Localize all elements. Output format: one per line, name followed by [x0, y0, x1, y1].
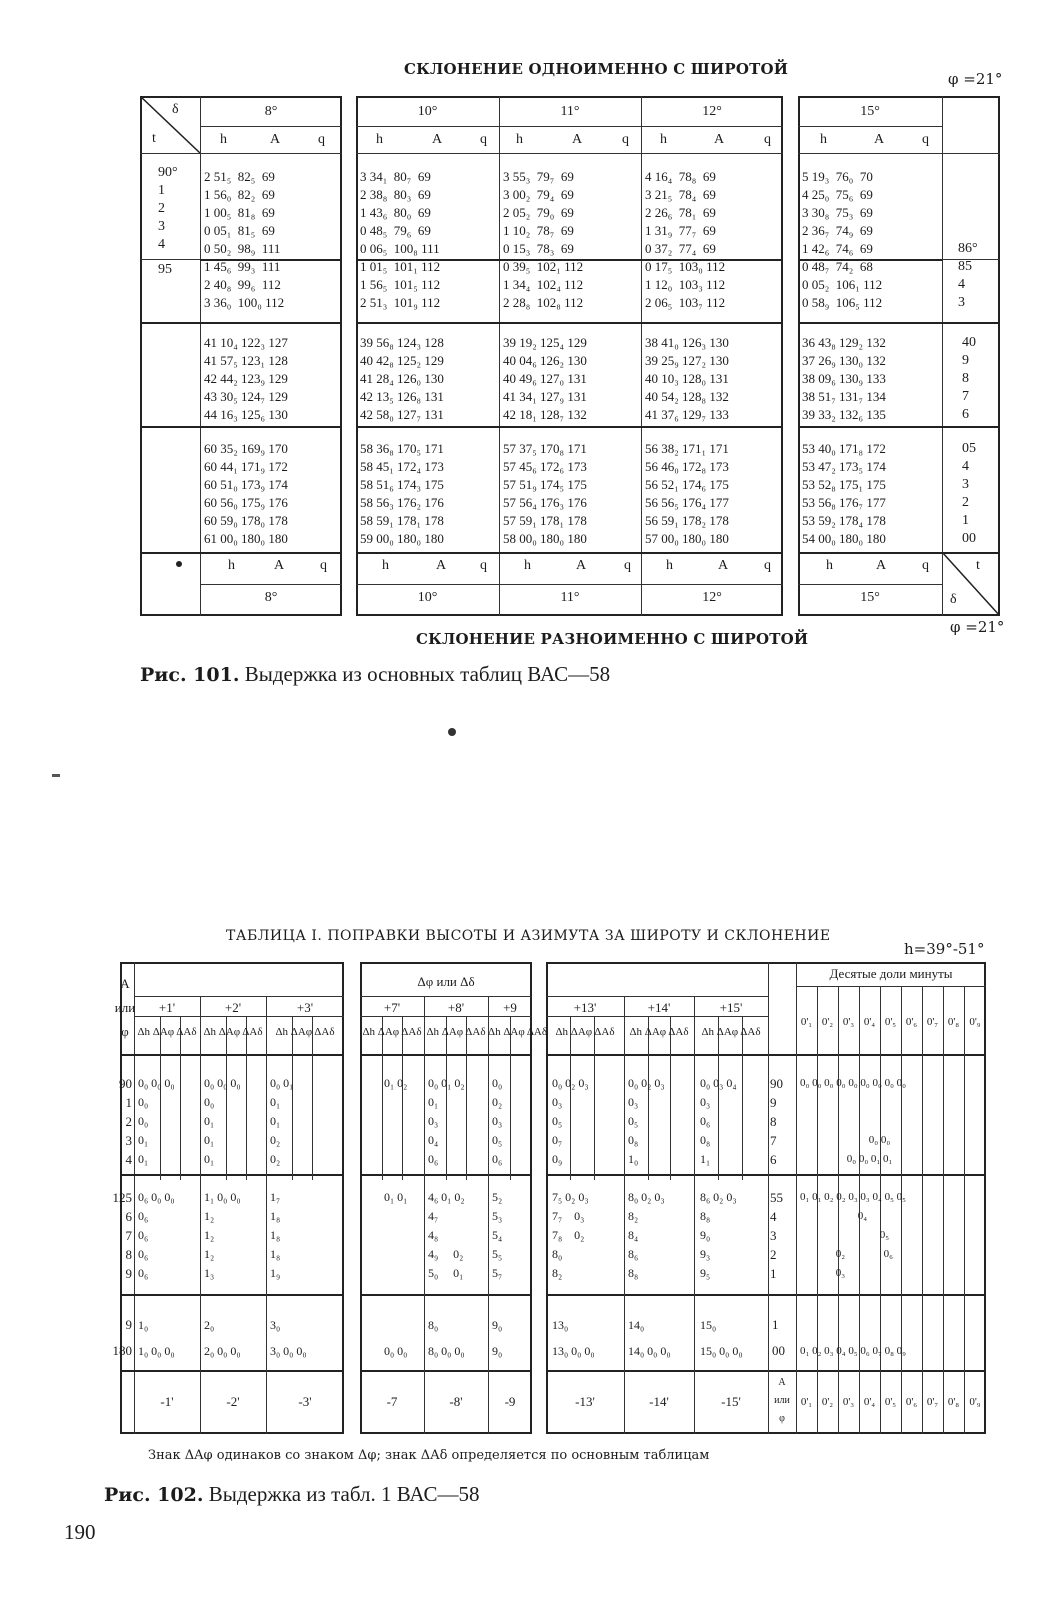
g3-c7: 0₀ 0₀ — [384, 1344, 408, 1358]
g3-c1: 1₀ 1₀ 0₀ 0₀ — [138, 1318, 175, 1358]
a-or-phi-head: А или φ — [114, 976, 136, 1039]
corner-delta: δ — [172, 102, 179, 117]
decl-8-bottom: 8° — [264, 590, 278, 605]
sub-h-bottom: h — [524, 558, 531, 573]
tenth-2-bottom: 0'₂ — [821, 1396, 834, 1408]
tenth-9: 0'₉ — [969, 1016, 981, 1028]
t-right-g2: 40 9 8 7 6 — [962, 335, 976, 422]
g1-c9: 0₀ 0₂ 0₃ 0₅ 0₆ — [492, 1076, 503, 1166]
g3-c3: 3₀ 3₀ 0₀ 0₀ — [270, 1318, 307, 1358]
delta-head: Δφ или Δδ — [417, 974, 475, 989]
fig102-caption-label: Рис. 102. — [104, 1484, 204, 1506]
tenth-1: 0'₁ — [800, 1016, 813, 1028]
corr-minus-1: -1' — [160, 1394, 174, 1409]
tenths-g1: 0₀ 0₀ 0₀ 0₀ 0₀ 0₀ 0₀ 0₀ 0₀ 0₀ 0₀ 0₀ 0₀ 0₁ 0₁ — [800, 1077, 907, 1165]
sub-q: q — [922, 132, 929, 147]
page-number: 190 — [64, 1520, 96, 1544]
g2-c8: 4₆ 0₁ 0₂ 4₇ 4₈ 4₉ 0₂ 5₀ 0₁ — [428, 1190, 465, 1280]
sub-h: h — [660, 132, 667, 147]
sub-h: h — [376, 132, 383, 147]
col-10-g1: 3 34₁ 80₇ 69 2 38₈ 80₃ 69 1 43₆ 80₀ 69 0 48₅ 79₆ 69 0 06₅ 100₈ 111 1 01₅ 101₁ 112 1 56₅ 101₅ 112 2 51₃ 101₉ 112 — [360, 169, 441, 310]
g1-c7: 0₁ 0₂ — [384, 1076, 408, 1090]
tenths-g3: 0₁ 0₂ 0₃ 0₄ 0₅ 0₆ 0₇ 0₈ 0₉ — [800, 1345, 907, 1357]
g1-c1: 0₀ 0₀ 0₀ 0₀ 0₀ 0₁ 0₁ — [138, 1076, 175, 1166]
fig102-footnote: Знак ΔAφ одинаков со знаком Δφ; знак ΔAδ определяется по основным таблицам — [148, 1448, 710, 1463]
fig101-phi-top: φ =21° — [948, 70, 1003, 88]
sub-a-bottom: A — [436, 558, 447, 573]
t-right-g3: 05 4 3 2 1 00 — [962, 441, 976, 546]
corr-minus-2: -2' — [226, 1394, 240, 1409]
col-8-g2: 41 10₄ 122₃ 127 41 57₅ 123₁ 128 42 44₂ 123₉ 129 43 30₅ 124₇ 129 44 16₃ 125₆ 130 — [204, 335, 288, 422]
col-11-g3: 57 37₅ 170₈ 171 57 45₆ 172₆ 173 57 51₉ 174₅ 175 57 56₄ 176₃ 176 57 59₁ 178₁ 178 58 00₀ 180₀ 180 — [503, 441, 587, 546]
sub-q-bottom: q — [320, 558, 327, 573]
col-10-g3: 58 36₈ 170₅ 171 58 45₁ 172₄ 173 58 51₆ 174₃ 175 58 56₃ 176₂ 176 58 59₁ 178₁ 178 59 00₀ 180₀ 180 — [360, 441, 444, 546]
sub-cols: Δh ΔAφ ΔAδ — [629, 1026, 689, 1038]
sub-cols: Δh ΔAφ ΔAδ — [362, 1026, 422, 1038]
g3-c9: 9₀ 9₀ — [492, 1318, 503, 1358]
right-g1: 90 9 8 7 6 — [770, 1076, 783, 1167]
corr-plus-15: +15' — [719, 1000, 743, 1015]
col-8-g3: 60 35₂ 169₉ 170 60 44₁ 171₉ 172 60 51₀ 173₉ 174 60 56₀ 175₉ 176 60 59₀ 178₀ 178 61 00₀ 180₀ 180 — [204, 441, 288, 546]
corner-delta-bottom: δ — [950, 592, 957, 607]
sub-q: q — [764, 132, 771, 147]
scan-speck — [448, 728, 456, 736]
sub-h-bottom: h — [666, 558, 673, 573]
fig101-table — [140, 96, 1000, 616]
sub-q-bottom: q — [764, 558, 771, 573]
corr-minus-9: -9 — [504, 1394, 516, 1409]
sub-cols: Δh ΔAφ ΔAδ — [701, 1026, 761, 1038]
sub-q: q — [318, 132, 325, 147]
g3-c13: 13₀ 13₀ 0₀ 0₀ — [552, 1318, 595, 1358]
corr-minus-3: -3' — [298, 1394, 312, 1409]
g2-c9: 5₂ 5₃ 5₄ 5₅ 5₇ — [492, 1190, 503, 1280]
col-15-g1: 5 19₃ 76₀ 70 4 25₀ 75₆ 69 3 30₈ 75₃ 69 2 36₇ 74₉ 69 1 42₆ 74₆ 69 0 48₇ 74₂ 68 0 05₂ 106₁ 112 0 58₉ 106₅ 112 — [802, 169, 883, 310]
g3-c8: 8₀ 8₀ 0₀ 0₀ — [428, 1318, 465, 1358]
scan-speck — [52, 774, 60, 777]
sub-h: h — [516, 132, 523, 147]
a-or-phi-bottom: А или φ — [774, 1377, 790, 1424]
corr-plus-2: +2' — [224, 1000, 242, 1015]
tenth-4-bottom: 0'₄ — [863, 1396, 876, 1408]
tenth-6-bottom: 0'₆ — [905, 1396, 918, 1408]
g2-c2: 1₁ 0₀ 0₀ 1₂ 1₂ 1₂ 1₃ — [204, 1190, 241, 1280]
sub-cols: Δh ΔAφ ΔAδ — [555, 1026, 615, 1038]
tenth-5-bottom: 0'₅ — [884, 1396, 897, 1408]
corr-plus-13: +13' — [573, 1000, 597, 1015]
decl-11: 11° — [560, 104, 580, 119]
col-10-g2: 39 56₈ 124₃ 128 40 42₈ 125₂ 129 41 28₄ 126₀ 130 42 13₅ 126₈ 131 42 58₀ 127₇ 131 — [360, 335, 444, 422]
g3-c14: 14₀ 14₀ 0₀ 0₀ — [628, 1318, 671, 1358]
decl-11-bottom: 11° — [560, 590, 580, 605]
sub-cols: Δh ΔAφ ΔAδ — [137, 1026, 197, 1038]
decl-15-bottom: 15° — [860, 590, 880, 605]
col-8-g1: 2 51₅ 82₅ 69 1 56₀ 82₂ 69 1 00₅ 81₈ 69 0 05₁ 81₅ 69 0 50₂ 98₉ 111 1 45₆ 99₃ 111 2 40₈ 99₆ 112 3 36₀ 100₀ 112 — [204, 169, 285, 310]
col-12-g1: 4 16₄ 78₈ 69 3 21₅ 78₄ 69 2 26₆ 78₁ 69 1 31₉ 77₇ 69 0 37₂ 77₄ 69 0 17₅ 103₀ 112 1 12₀ 103₃ 112 2 06₅ 103₇ 112 — [645, 169, 726, 310]
sub-a: A — [432, 132, 443, 147]
g2-c14: 8₀ 0₂ 0₃ 8₂ 8₄ 8₆ 8₈ — [628, 1190, 665, 1280]
left-g3: 9 180 — [112, 1317, 132, 1358]
sub-cols: Δh ΔAφ ΔAδ — [275, 1026, 335, 1038]
g1-c3: 0₀ 0₁ 0₁ 0₁ 0₂ 0₂ — [270, 1076, 294, 1166]
sub-cols: Δh ΔAφ ΔAδ — [203, 1026, 263, 1038]
sub-q-bottom: q — [922, 558, 929, 573]
g1-c8: 0₀ 0₁ 0₂ 0₁ 0₃ 0₄ 0₆ — [428, 1076, 465, 1166]
tenth-8-bottom: 0'₈ — [947, 1396, 960, 1408]
right-g3: 1 00 — [772, 1317, 785, 1358]
fig102-table — [112, 962, 986, 1434]
fig101-title-bottom: СКЛОНЕНИЕ РАЗНОИМЕННО С ШИРОТОЙ — [416, 630, 809, 648]
g1-c2: 0₀ 0₀ 0₀ 0₀ 0₁ 0₁ 0₁ — [204, 1076, 241, 1166]
corr-minus-7: -7 — [386, 1394, 398, 1409]
corner-diagonal — [140, 96, 200, 153]
sub-h-bottom: h — [228, 558, 235, 573]
sub-a: A — [572, 132, 583, 147]
fig102-hrange: h=39°-51° — [904, 940, 985, 958]
g2-c1: 0₆ 0₀ 0₀ 0₆ 0₆ 0₆ 0₆ — [138, 1190, 175, 1280]
g1-c15: 0₀ 0₃ 0₄ 0₃ 0₆ 0₈ 1₁ — [700, 1076, 737, 1166]
t-values-g1: 90° 1 2 3 4 — [158, 165, 178, 252]
decl-10: 10° — [417, 104, 438, 119]
sub-cols: Δh ΔAφ ΔAδ — [488, 1026, 548, 1038]
corr-plus-3: +3' — [296, 1000, 314, 1015]
sub-h: h — [220, 132, 227, 147]
g2-c15: 8₆ 0₂ 0₃ 8₈ 9₀ 9₃ 9₅ — [700, 1190, 737, 1280]
col-15-g3: 53 40₀ 171₈ 172 53 47₂ 173₅ 174 53 52₈ 175₁ 175 53 56₈ 176₇ 177 53 59₂ 178₄ 178 54 00₀ 180₀ 180 — [802, 441, 886, 546]
fig101-phi-bottom: φ =21° — [950, 618, 1005, 636]
left-g1: 90 1 2 3 4 — [119, 1076, 132, 1167]
fig102-caption-text: Выдержка из табл. 1 ВАС—58 — [208, 1482, 480, 1506]
corr-minus-8: -8' — [449, 1394, 463, 1409]
g3-c15: 15₀ 15₀ 0₀ 0₀ — [700, 1318, 743, 1358]
corr-plus-8: +8' — [447, 1000, 465, 1015]
g3-c2: 2₀ 2₀ 0₀ 0₀ — [204, 1318, 241, 1358]
decl-15: 15° — [860, 104, 880, 119]
sub-q-bottom: q — [624, 558, 631, 573]
col-15-g2: 36 43₈ 129₂ 132 37 26₉ 130₀ 132 38 09₆ 130₉ 133 38 51₇ 131₇ 134 39 33₂ 132₆ 135 — [802, 335, 886, 422]
tenth-7-bottom: 0'₇ — [926, 1396, 939, 1408]
tenth-2: 0'₂ — [821, 1016, 834, 1028]
fig102-caption — [104, 1482, 480, 1507]
sub-a-bottom: A — [274, 558, 285, 573]
decl-12-bottom: 12° — [702, 590, 722, 605]
tenth-9-bottom: 0'₉ — [969, 1396, 981, 1408]
tenth-6: 0'₆ — [905, 1016, 918, 1028]
tenth-1-bottom: 0'₁ — [800, 1396, 813, 1408]
corr-plus-1: +1' — [158, 1000, 176, 1015]
tenths-head: Десятые доли минуты — [829, 966, 953, 981]
fig101-title-top: СКЛОНЕНИЕ ОДНОИМЕННО С ШИРОТОЙ — [404, 60, 789, 78]
decl-10-bottom: 10° — [417, 590, 438, 605]
bullet-mark — [176, 561, 182, 567]
g2-c3: 1₇ 1₈ 1₈ 1₈ 1₉ — [270, 1190, 281, 1280]
corner-t: t — [152, 131, 156, 146]
sub-a-bottom: A — [576, 558, 587, 573]
fig102-title: ТАБЛИЦА I. ПОПРАВКИ ВЫСОТЫ И АЗИМУТА ЗА ШИРОТУ И СКЛОНЕНИЕ — [226, 928, 831, 944]
sub-q-bottom: q — [480, 558, 487, 573]
corr-plus-7: +7' — [383, 1000, 401, 1015]
sub-a-bottom: A — [718, 558, 729, 573]
sub-a: A — [874, 132, 885, 147]
corr-plus-14: +14' — [647, 1000, 671, 1015]
fig101-caption — [140, 662, 610, 687]
corner-t-bottom: t — [976, 558, 980, 573]
sub-h-bottom: h — [826, 558, 833, 573]
left-g2: 125 6 7 8 9 — [112, 1190, 132, 1281]
sub-cols: Δh ΔAφ ΔAδ — [426, 1026, 486, 1038]
decl-8: 8° — [264, 104, 278, 119]
col-12-g3: 56 38₂ 171₁ 171 56 46₀ 172₈ 173 56 52₁ 174₆ 175 56 56₅ 176₄ 177 56 59₁ 178₂ 178 57 00₀ 180₀ 180 — [645, 441, 729, 546]
sub-q: q — [622, 132, 629, 147]
fig101-caption-label: Рис. 101. — [140, 664, 240, 686]
t-right-g1: 86° 85 4 3 — [958, 241, 978, 310]
corr-minus-14: -14' — [649, 1394, 669, 1409]
tenth-4: 0'₄ — [863, 1016, 876, 1028]
tenth-5: 0'₅ — [884, 1016, 897, 1028]
fig101-caption-text: Выдержка из основных таблиц ВАС—58 — [244, 662, 611, 686]
sub-h-bottom: h — [382, 558, 389, 573]
right-g2: 55 4 3 2 1 — [770, 1190, 783, 1281]
sub-q: q — [480, 132, 487, 147]
sub-h: h — [820, 132, 827, 147]
corr-plus-9: +9 — [503, 1000, 517, 1015]
col-11-g1: 3 55₃ 79₇ 69 3 00₂ 79₄ 69 2 05₂ 79₀ 69 1 10₂ 78₇ 69 0 15₃ 78₃ 69 0 39₅ 102₁ 112 1 34₄ 102₄ 112 2 28₈ 102₈ 112 — [503, 169, 584, 310]
col-12-g2: 38 41₀ 126₃ 130 39 25₉ 127₂ 130 40 10₃ 128₀ 131 40 54₂ 128₈ 132 41 37₆ 129₇ 133 — [645, 335, 729, 422]
sub-a-bottom: A — [876, 558, 887, 573]
tenth-8: 0'₈ — [947, 1016, 960, 1028]
decl-12: 12° — [702, 104, 722, 119]
t-values-g1b: 95 — [158, 262, 172, 277]
g2-c7: 0₁ 0₁ — [384, 1190, 408, 1204]
sub-a: A — [714, 132, 725, 147]
sub-a: A — [270, 132, 281, 147]
tenth-3: 0'₃ — [842, 1016, 855, 1028]
col-11-g2: 39 19₂ 125₄ 129 40 04₆ 126₂ 130 40 49₆ 127₀ 131 41 34₁ 127₉ 131 42 18₁ 128₇ 132 — [503, 335, 587, 422]
tenth-7: 0'₇ — [926, 1016, 939, 1028]
tenth-3-bottom: 0'₃ — [842, 1396, 855, 1408]
g1-c14: 0₀ 0₂ 0₃ 0₃ 0₅ 0₈ 1₀ — [628, 1076, 665, 1166]
corr-minus-15: -15' — [721, 1394, 741, 1409]
g1-c13: 0₀ 0₂ 0₃ 0₃ 0₅ 0₇ 0₉ — [552, 1076, 589, 1166]
tenths-g2: 0₁ 0₁ 0₂ 0₂ 0₃ 0₃ 0₄ 0₅ 0₅ 0₄ 0₅ 0₂ 0₆ 0₃ — [800, 1191, 907, 1279]
corr-minus-13: -13' — [575, 1394, 595, 1409]
g2-c13: 7₅ 0₂ 0₃ 7₇ 0₃ 7₈ 0₂ 8₀ 8₂ — [552, 1190, 589, 1280]
